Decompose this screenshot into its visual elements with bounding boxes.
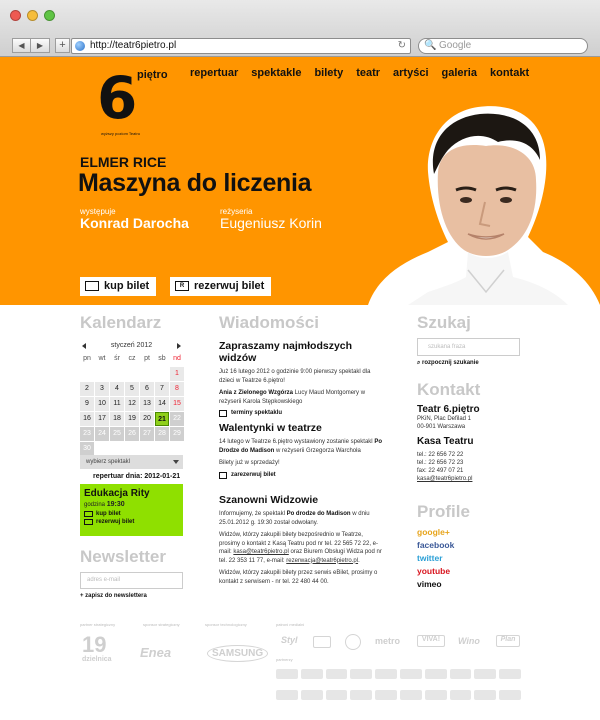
media-logo-metro[interactable]: metro [375,636,401,646]
calendar-day[interactable]: 7 [155,382,169,396]
news-body: Już 16 lutego 2012 o godzinie 9:00 pierwszy spektakl dla dzieci w Teatrze 6.piętro! [219,369,371,384]
news-body-text: Informujemy, że spektakl [219,511,287,517]
partner-logo[interactable] [400,690,422,700]
search-submit-label: rozpocznij szukanie [422,360,479,366]
sponsor-label: patroni medialni [276,622,305,627]
calendar-day[interactable]: 9 [80,397,94,411]
twitter-link[interactable]: twitter [417,553,443,563]
hero-banner [0,57,600,305]
calendar-day[interactable]: 3 [95,382,109,396]
zoom-window-button[interactable] [44,10,55,21]
newsletter-subscribe-link[interactable]: + zapisz do newslettera [80,593,147,599]
back-icon[interactable]: ◀ [12,38,31,53]
event-time-value: 19:30 [106,501,125,508]
calendar-day[interactable]: 20 [140,412,154,426]
partner-logo[interactable] [425,669,447,679]
ticket-icon [219,472,227,479]
chevron-down-icon [173,460,179,464]
media-logo[interactable] [345,634,361,650]
calendar-empty-cell [155,367,169,381]
next-month-icon[interactable] [177,343,181,349]
add-bookmark-icon[interactable]: + [55,38,70,53]
nav-bilety[interactable]: bilety [314,67,344,79]
contact-block [417,404,480,483]
nav-kontakt[interactable]: kontakt [489,67,530,79]
cast-name[interactable]: Konrad Darocha [80,215,189,231]
partner-logo[interactable] [499,690,521,700]
event-time [84,501,179,508]
main-navigation [190,67,529,79]
calendar-day[interactable]: 27 [140,427,154,441]
ticket-icon [85,281,99,291]
partner-logo[interactable] [474,690,496,700]
partner-logos [276,665,521,683]
calendar-day[interactable]: 2 [80,382,94,396]
media-logo-viva[interactable]: VIVA! [417,635,445,647]
sponsor-label: sponsor strategiczny [143,622,180,627]
calendar-day[interactable]: 22 [170,412,184,426]
partner-logo[interactable] [450,669,472,679]
media-logo[interactable] [313,636,331,648]
calendar-day[interactable]: 17 [95,412,109,426]
news-body: Bilety już w sprzedaży! [219,460,280,466]
reserve-ticket-label: rezerwuj bilet [194,280,265,292]
weekday-label: śr [114,355,120,362]
contact-address-2: 00-901 Warszawa [417,424,466,430]
buy-ticket-label: kup bilet [104,280,150,292]
calendar-day[interactable]: 26 [125,427,139,441]
weekday-label: wt [98,355,106,362]
play-author: ELMER RICE [80,154,167,170]
news-title[interactable]: Walentynki w teatrze [219,422,322,434]
contact-tel-1: tel.: 22 656 72 22 [417,452,464,458]
newsletter-heading: Newsletter [80,547,166,566]
calendar-grid [80,352,183,456]
play-title[interactable]: Maszyna do liczenia [78,169,312,197]
news-heading: Wiadomości [219,313,319,332]
news-body [219,389,384,406]
prev-month-icon[interactable] [82,343,86,349]
event-reserve-label: rezerwuj bilet [96,519,135,525]
calendar-day[interactable]: 6 [140,382,154,396]
contact-fax: fax: 22 497 07 21 [417,468,464,474]
vimeo-link[interactable]: vimeo [417,579,442,589]
close-window-button[interactable] [10,10,21,21]
google-plus-link[interactable]: google+ [417,527,450,537]
ticket-icon [84,511,93,517]
partner-logo[interactable] [400,669,422,679]
nav-spektakle[interactable]: spektakle [251,67,302,79]
calendar-day[interactable]: 12 [125,397,139,411]
reserve-ticket-button[interactable] [170,277,271,296]
news-body [219,510,384,527]
calendar-icon [219,410,227,417]
history-buttons [12,38,50,53]
partner-logo[interactable] [499,669,521,679]
news-title[interactable]: Zapraszamy najmłodszych widzów [219,340,353,364]
event-title[interactable]: Edukacja Rity [84,488,150,499]
partner-logo[interactable] [301,669,323,679]
news-link[interactable] [219,472,384,478]
sponsor-logo-enea[interactable]: Enea [140,645,172,660]
browser-search-placeholder: Google [439,40,472,51]
nav-galeria[interactable]: galeria [441,67,477,79]
search-heading: Szukaj [417,313,471,332]
director-name[interactable]: Eugeniusz Korin [220,215,322,231]
show-select-value: wybierz spektakl [86,459,131,465]
reserve-ticket-icon: R [175,281,189,291]
contact-email-line [417,475,480,483]
partner-logo[interactable] [375,669,397,679]
news-title[interactable]: Szanowni Widzowie [219,494,319,506]
calendar-empty-cell [80,367,94,381]
news-body-text: oraz Biurem Obsługi Widza pod nr tel. 22 353 11 77, e-mail: [219,549,382,564]
news-item [219,494,384,586]
director-label: reżyseria [220,207,253,216]
news-body-text: w reżyserii Grzegorza Warchoła [274,447,361,454]
event-buy-link[interactable] [84,511,179,517]
event-buy-label: kup bilet [96,511,121,517]
logo-number: 6 [97,64,136,132]
news-body-text: Lucy Maud Montgomery w reżyserii Karola Stępkowskiego [219,390,366,405]
calendar-day[interactable]: 23 [80,427,94,441]
news-body-text: . [358,557,360,564]
weekday-label: pt [144,355,150,362]
partner-logo[interactable] [450,690,472,700]
browser-search-field[interactable] [418,38,588,54]
minimize-window-button[interactable] [27,10,38,21]
search-submit-link[interactable]: ⌕ rozpocznij szukanie [417,360,479,366]
calendar-day[interactable]: 15 [170,397,184,411]
site-search-input[interactable] [417,338,520,356]
news-link-label: zarezerwuj bilet [231,471,276,478]
globe-icon [75,41,85,51]
calendar-day[interactable]: 8 [170,382,184,396]
event-card [80,484,183,536]
calendar-empty-cell [110,367,124,381]
window-controls [10,10,55,21]
weekday-label: sb [158,355,166,362]
search-icon: 🔍 [424,40,437,51]
browser-chrome [0,0,600,57]
news-body-text: w dniu 25.01.2012 g. 19:30 został odwołany. [219,511,370,526]
calendar-day[interactable]: 24 [95,427,109,441]
nav-repertuar[interactable]: repertuar [190,67,239,79]
cast-label: występuje [80,207,116,216]
sponsor-label: partnerzy [276,657,293,662]
media-logo-plan[interactable]: Plan [496,635,520,647]
url-text: http://teatr6pietro.pl [90,40,177,51]
contact-name: Teatr 6.piętro [417,404,480,415]
weekday-label: nd [173,355,181,362]
logo-word: piętro [137,69,168,81]
calendar-day[interactable]: 11 [110,397,124,411]
partner-logo[interactable] [326,690,348,700]
calendar-day[interactable]: 29 [170,427,184,441]
contact-tel-2: tel.: 22 656 72 23 [417,460,464,466]
calendar-widget [80,340,183,456]
email-link[interactable]: kasa@teatr6pietro.pl [233,549,289,555]
calendar-day[interactable]: 1 [170,367,184,381]
news-body-text: 14 lutego w Teatrze 6.piętro wystawiony zostanie spektakl [219,439,375,445]
calendar-empty-cell [95,367,109,381]
facebook-link[interactable]: facebook [417,540,455,550]
contact-address-1: PKiN, Plac Defilad 1 [417,416,472,422]
partner-logo[interactable] [276,690,298,700]
show-select[interactable] [80,455,183,469]
sponsor-label: sponsor technologiczny [205,622,247,627]
partner-logo[interactable] [474,669,496,679]
reload-icon[interactable]: ↻ [397,40,406,51]
calendar-day-today[interactable]: 21 [155,412,169,426]
news-link-label: terminy spektaklu [231,410,283,416]
repertoire-date-label: repertuar dnia: [93,473,143,480]
email-link[interactable]: rezerwacja@teatr6pietro.pl [286,557,359,564]
nav-teatr[interactable]: teatr [356,67,381,79]
media-logo-wino[interactable]: Wino [458,636,480,646]
calendar-day[interactable]: 13 [140,397,154,411]
calendar-day[interactable]: 25 [110,427,124,441]
newsletter-email-input[interactable] [80,572,183,589]
calendar-day[interactable]: 16 [80,412,94,426]
sponsor-label: partner strategiczny [80,622,116,627]
calendar-empty-cell [125,367,139,381]
media-logo-styl[interactable]: Styl [281,635,298,645]
news-item [219,422,384,478]
newsletter-placeholder: adres e-mail [87,577,121,583]
calendar-day[interactable]: 19 [125,412,139,426]
newsletter-subscribe-label: zapisz do newslettera [85,593,147,599]
sponsor-logo-samsung[interactable]: SAMSUNG [207,645,268,662]
ticket-icon [84,519,93,525]
box-office-name: Kasa Teatru [417,436,474,447]
youtube-link[interactable]: youtube [417,566,451,576]
profile-heading: Profile [417,502,470,521]
event-time-label: godzina [84,502,106,508]
calendar-day[interactable]: 30 [80,442,94,456]
calendar-day[interactable]: 14 [155,397,169,411]
news-body [219,531,384,565]
calendar-heading: Kalendarz [80,313,162,332]
weekday-label: cz [128,355,136,362]
weekday-label: pn [83,355,91,362]
partner-logo[interactable] [301,690,323,700]
calendar-day[interactable]: 5 [125,382,139,396]
repertoire-date-value: 2012-01-21 [144,473,181,480]
partner-logo[interactable] [276,669,298,679]
partner-logo[interactable] [326,669,348,679]
calendar-month-header [80,340,183,352]
calendar-day[interactable]: 28 [155,427,169,441]
site-logo[interactable] [97,64,168,136]
news-play-name[interactable]: Ania z Zielonego Wzgórza [219,390,294,396]
nav-artysci[interactable]: artyści [393,67,429,79]
actor-portrait [368,102,600,305]
news-play-name[interactable]: Po drodze do Madison [286,511,351,517]
partner-logo[interactable] [375,690,397,700]
partner-logo[interactable] [425,690,447,700]
site-search-placeholder: szukana fraza [428,344,466,350]
partner-logo[interactable] [350,669,372,679]
contact-email[interactable]: kasa@teatr6pietro.pl [417,476,473,482]
news-play-name[interactable]: Po Drodze do Madison [219,439,382,454]
event-reserve-link[interactable] [84,519,179,525]
news-item [219,340,384,416]
news-link[interactable] [219,410,384,416]
news-body-text: Widzów, którzy zakupili bilety bezpośrednio w Teatrze, prosimy o kontakt z Kasą Teatru pod nr tel. 22 565 72 22, e-mail: [219,532,378,555]
calendar-empty-cell [140,367,154,381]
calendar-day[interactable]: 18 [110,412,124,426]
calendar-month: styczeń 2012 [110,342,153,349]
address-bar[interactable] [71,38,411,54]
sponsor-logo-dzielnica[interactable]: 19 [82,632,107,657]
calendar-day[interactable]: 10 [95,397,109,411]
buy-ticket-button[interactable] [80,277,156,296]
partner-logos [276,686,521,704]
repertoire-date [93,473,180,480]
partner-logo[interactable] [350,690,372,700]
news-body [219,438,384,455]
sponsor-logo-dzielnica-sub: dzielnica [82,656,112,663]
calendar-day[interactable]: 4 [110,382,124,396]
logo-tagline: wyższy poziom Teatru [101,131,141,136]
news-body: Widzów, którzy zakupili bilety przez serwis eBilet, prosimy o kontakt z serwisem - nr tel. 22 480 44 00. [219,570,378,585]
contact-heading: Kontakt [417,380,481,399]
forward-icon[interactable]: ▶ [31,38,50,53]
